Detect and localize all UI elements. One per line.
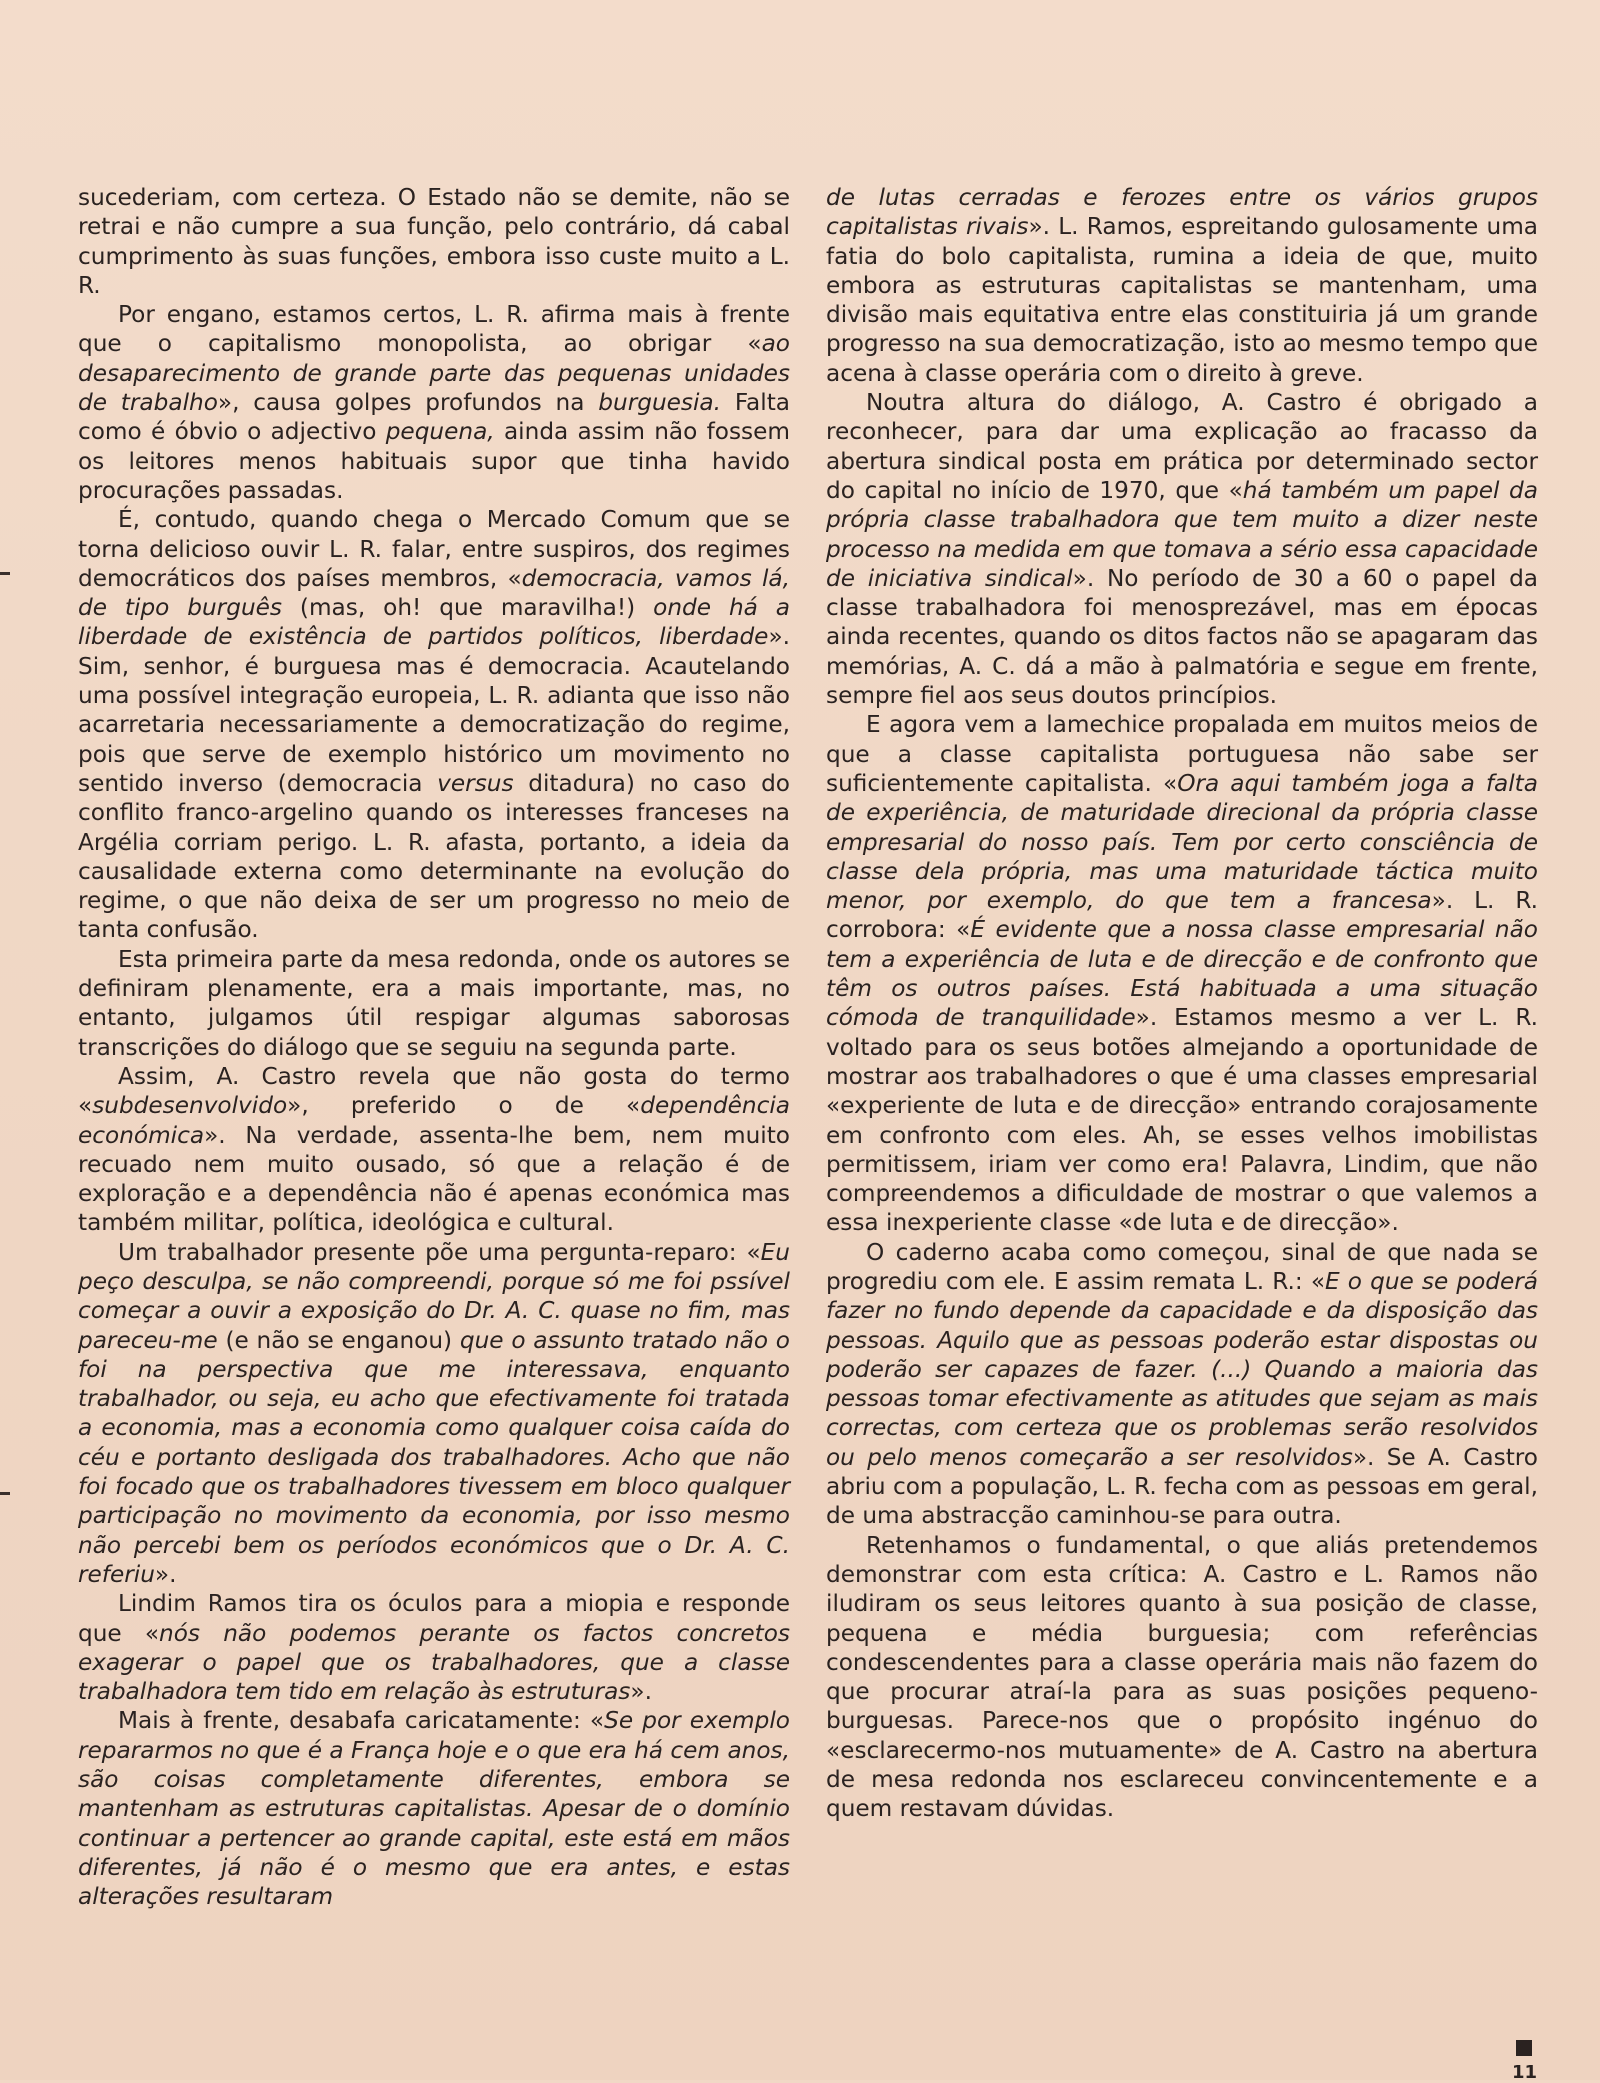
text-run: E agora vem a lamechice propalada em muitos meios de que a classe capitalista portuguesa não sabe ser suficientemente capitalista. « — [826, 711, 1538, 797]
italic-quote: que o assunto tratado não o foi na perspectiva que me interessava, enquanto trabalhador, ou seja, eu acho que efectivamente foi tratada a economia, mas a economia como qualquer coisa caída do céu e portanto desligada dos trabalhadores. Acho que não foi focado que os trabalhadores tivessem em bloco qualquer participação no movimento da economia, por isso mesmo não percebi bem os períodos económicos que o Dr. A. C. referiu — [78, 1326, 790, 1588]
text-run: ditadura) no caso do conflito franco-argelino quando os interesses franceses na Argélia corriam perigo. L. R. afasta, portanto, a ideia da causalidade externa como determinante na evolução do regime, o que não deixa de ser um progresso no meio de tanta confusão. — [78, 769, 790, 944]
italic-quote: de lutas cerradas e ferozes entre os vários grupos capitalistas rivais — [826, 184, 1538, 241]
text-run: ». Na verdade, assenta-lhe bem, nem muito recuado nem muito ousado, só que a relação é de exploração e a dependência não é apenas económica mas também militar, política, ideológica e cultural. — [78, 1121, 790, 1237]
paragraph — [826, 710, 1538, 1237]
italic-quote: É evidente que a nossa classe empresarial não tem a experiência de luta e de direcção e de confronto que têm os outros países. Está habituada a uma situação cómoda de tranquilidade — [826, 916, 1538, 1032]
paragraph — [826, 1531, 1538, 1824]
text-run: ». L. Ramos, espreitando gulosamente uma fatia do bolo capitalista, rumina a ideia de que, muito embora as estruturas capitalistas se mantenham, uma divisão mais equitativa entre elas constituiria já um grande progresso na sua democratização, isto ao mesmo tempo que acena à classe operária com o direito à greve. — [826, 213, 1538, 387]
text-run: Noutra altura do diálogo, A. Castro é obrigado a reconhecer, para dar uma explicação ao fracasso da abertura sindical posta em prática por determinado sector do capital no início de 1970, que « — [826, 389, 1538, 504]
paragraph — [78, 945, 790, 1062]
italic-quote: Eu peço desculpa, se não compreendi, porque só me foi pssível começar a ouvir a exposição do Dr. A. C. quase no fim, mas pareceu-me — [78, 1238, 790, 1354]
paragraph — [78, 1062, 790, 1238]
text-run: Falta como é óbvio o adjectivo — [78, 389, 790, 446]
italic-quote: burguesia. — [598, 389, 722, 417]
text-run: Retenhamos o fundamental, o que aliás pretendemos demonstrar com esta crítica: A. Castro e L. Ramos não iludiram os seus leitores quanto à sua posição de classe, pequena e média burguesia; com referências condescendentes para a classe operária mais não fazem do que procurar atraí-la para as suas posições pequeno-burguesas. Parece-nos que o propósito ingénuo do «esclarecermo-nos mutuamente» de A. Castro na abertura de mesa redonda nos esclareceu convincentemente e a quem restavam dúvidas. — [826, 1531, 1538, 1823]
text-run: ». — [154, 1560, 177, 1588]
page-number: 11 — [1512, 2062, 1538, 2083]
italic-quote: Se por exemplo repararmos no que é a França hoje e o que era há cem anos, são coisas completamente diferentes, embora se mantenham as estruturas capitalistas. Apesar de o domínio continuar a pertencer ao grande capital, este está em mãos diferentes, já não é o mesmo que era antes, e estas alterações resultaram — [78, 1707, 790, 1911]
text-run: ». Sim, senhor, é burguesa mas é democracia. Acautelando uma possível integração europeia, L. R. adianta que isso não acarretaria necessariamente a democratização do regime, pois que serve de exemplo histórico um movimento no sentido inverso (democracia — [78, 623, 790, 797]
text-run: ». Se A. Castro abriu com a população, L. R. fecha com as pessoas em geral, de uma abstracção caminhou-se para outra. — [826, 1443, 1538, 1530]
italic-quote: subdesenvolvido — [92, 1092, 288, 1120]
text-run: Esta primeira parte da mesa redonda, onde os autores se definiram plenamente, era a mais importante, mas, no entanto, julgamos útil respigar algumas saborosas transcrições do diálogo que se seguiu na segunda parte. — [78, 945, 790, 1061]
text-run: ». — [630, 1678, 652, 1706]
italic-quote: onde há a liberdade de existência de partidos políticos, liberdade — [78, 594, 790, 651]
italic-quote: ao desaparecimento de grande parte das pequenas unidades de trabalho — [78, 330, 790, 417]
end-of-article-mark — [1516, 2040, 1532, 2056]
text-run: (mas, oh! que maravilha!) — [281, 594, 654, 622]
text-run: ». L. R. corrobora: « — [826, 887, 1538, 944]
paragraph — [78, 1706, 790, 1911]
italic-quote: Ora aqui também joga a falta de experiência, de maturidade direcional da própria classe empresarial do nosso país. Tem por certo consciência de classe dela própria, mas uma maturidade táctica muito menor, por exemplo, do que tem a francesa — [826, 769, 1538, 915]
italic-quote: dependência económica — [78, 1092, 790, 1149]
paragraph — [826, 388, 1538, 710]
paragraph — [78, 183, 790, 300]
margin-mark — [0, 572, 10, 575]
paragraph — [78, 505, 790, 944]
paragraph — [78, 1238, 790, 1590]
paragraph — [78, 300, 790, 505]
text-run: ». No período de 30 a 60 o papel da classe trabalhadora foi menosprezável, mas em épocas ainda recentes, quando os ditos factos não se apagaram das memórias, A. C. dá a mão à palmatória e segue em frente, sempre fiel aos seus doutos princípios. — [826, 564, 1539, 710]
text-run: O caderno acaba como começou, sinal de que nada se progrediu com ele. E assim remata L. R.: « — [826, 1238, 1538, 1295]
text-run: Um trabalhador presente põe uma pergunta-reparo: « — [118, 1238, 761, 1266]
right-column — [826, 183, 1538, 1824]
left-column — [78, 183, 790, 1912]
text-run: (e não se enganou) — [217, 1326, 460, 1354]
margin-mark — [0, 1492, 10, 1495]
italic-quote: E o que se poderá fazer no fundo depende da capacidade e da disposição das pessoas. Aquilo que as pessoas poderão estar dispostas ou poderão ser capazes de fazer. (...) Quando a maioria das pessoas tomar efectivamente as atitudes que sejam as mais correctas, com certeza que os problemas serão resolvidos ou pelo menos começarão a ser resolvidos — [826, 1267, 1538, 1471]
text-run: ainda assim não fossem os leitores menos habituais supor que tinha havido procurações passadas. — [78, 418, 790, 504]
text-run: Assim, A. Castro revela que não gosta do termo « — [78, 1062, 790, 1120]
paragraph — [826, 1238, 1538, 1531]
text-run: », causa golpes profundos na — [217, 389, 599, 417]
italic-quote: pequena, — [385, 418, 495, 446]
italic-quote: democracia, vamos lá, de tipo burguês — [78, 564, 790, 622]
text-run: », preferido o de « — [287, 1092, 641, 1120]
text-run: Mais à frente, desabafa caricatamente: « — [118, 1707, 605, 1735]
paragraph — [826, 183, 1538, 388]
italic-quote: há também um papel da própria classe trabalhadora que tem muito a dizer neste processo na medida em que tomava a sério essa capacidade de iniciativa sindical — [826, 476, 1538, 592]
text-run: Por engano, estamos certos, L. R. afirma mais à frente que o capitalismo monopolista, ao obrigar « — [78, 301, 790, 358]
text-run: ». Estamos mesmo a ver L. R. voltado para os seus botões almejando a oportunidade de mostrar aos trabalhadores o que é uma classes empresarial «experiente de luta e de direcção» entrando corajosamente em confronto com eles. Ah, se esses velhos imobilistas permitissem, iriam ver como era! Palavra, Lindim, que não compreendemos a dificuldade de mostrar o que valemos a essa inexperiente classe «de luta e de direcção». — [826, 1004, 1538, 1237]
text-run: É, contudo, quando chega o Mercado Comum que se torna delicioso ouvir L. R. falar, entre suspiros, dos regimes democráticos dos países membros, « — [78, 506, 790, 592]
italic-quote: versus — [437, 769, 514, 797]
italic-quote: nós não podemos perante os factos concretos exagerar o papel que os trabalhadores, que a classe trabalhadora tem tido em relação às estruturas — [78, 1619, 790, 1706]
text-run: sucederiam, com certeza. O Estado não se demite, não se retrai e não cumpre a sua função, pelo contrário, dá cabal cumprimento às suas funções, embora isso custe muito a L. R. — [78, 184, 790, 299]
text-run: Lindim Ramos tira os óculos para a miopia e responde que « — [78, 1590, 790, 1647]
paragraph — [78, 1589, 790, 1706]
